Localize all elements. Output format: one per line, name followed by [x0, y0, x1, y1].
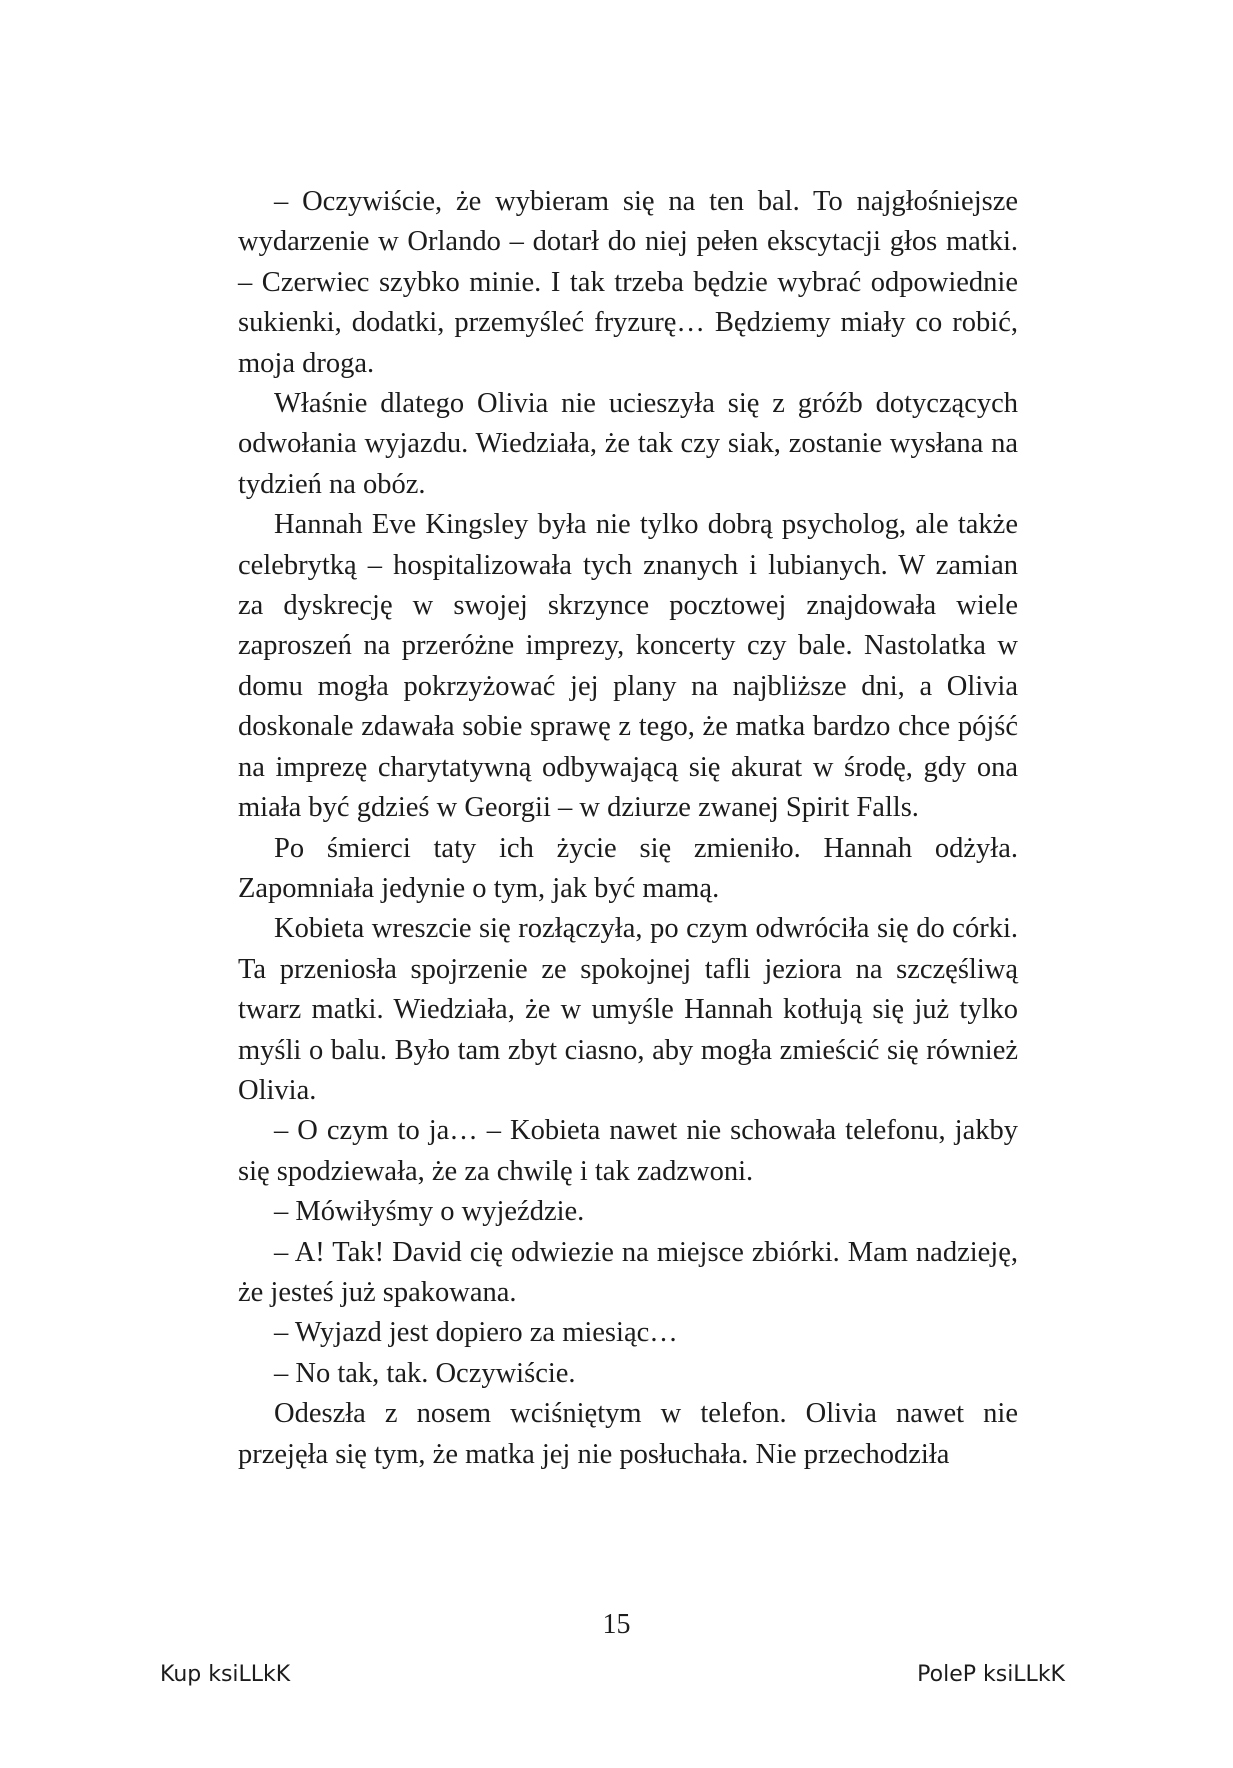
book-page-text [238, 182, 1018, 1475]
paragraph-1: – Oczywiście, że wybieram się na ten bal. To najgłośniejsze wydarzenie w Orlando – dotarł do niej pełen ekscytacji głos matki. – Czerwiec szybko minie. I tak trzeba będzie wybrać odpowiednie sukienki, dodatki, przemyśleć fryzurę… Będziemy miały co robić, moja droga. [238, 186, 1018, 379]
recommend-book-link[interactable]: PoleP ksiLLkK [917, 1662, 1065, 1687]
paragraph-11: Odeszła z nosem wciśniętym w telefon. Olivia nawet nie przejęła się tym, że matka jej nie posłuchała. Nie przechodziła [238, 1398, 1018, 1470]
buy-book-link[interactable]: Kup ksiLLkK [160, 1662, 291, 1687]
paragraph-2: Właśnie dlatego Olivia nie ucieszyła się z gróźb dotyczących odwołania wyjazdu. Wiedziała, że tak czy siak, zostanie wysłana na tydzień na obóz. [238, 388, 1018, 500]
paragraph-5: Kobieta wreszcie się rozłączyła, po czym odwróciła się do córki. Ta przeniosła spojrzenie ze spokojnej tafli jeziora na szczęśliwą twarz matki. Wiedziała, że w umyśle Hannah kotłują się już tylko myśli o balu. Było tam zbyt ciasno, aby mogła zmieścić się również Olivia. [238, 913, 1018, 1106]
paragraph-9: – Wyjazd jest dopiero za miesiąc… [274, 1317, 678, 1349]
paragraph-6: – O czym to ja… – Kobieta nawet nie schowała telefonu, jakby się spodziewała, że za chwilę i tak zadzwoni. [238, 1115, 1018, 1187]
paragraph-7: – Mówiłyśmy o wyjeździe. [274, 1196, 585, 1228]
paragraph-4: Po śmierci taty ich życie się zmieniło. Hannah odżyła. Zapomniała jedynie o tym, jak być mamą. [238, 832, 1018, 904]
paragraph-10: – No tak, tak. Oczywiście. [274, 1357, 576, 1389]
paragraph-3: Hannah Eve Kingsley była nie tylko dobrą psycholog, ale także celebrytką – hospitalizowała tych znanych i lubianych. W zamian za dyskrecję w swojej skrzynce pocztowej znajdowała wiele zaproszeń na przeróżne imprezy, koncerty czy bale. Nastolatka w domu mogła pokrzyżować jej plany na najbliższe dni, a Olivia doskonale zdawała sobie sprawę z tego, że matka bardzo chce pójść na imprezę charytatywną odbywającą się akurat w środę, gdy ona miała być gdzieś w Georgii – w dziurze zwanej Spirit Falls. [238, 509, 1018, 824]
page-number: 15 [602, 1609, 631, 1640]
paragraph-8: – A! Tak! David cię odwiezie na miejsce zbiórki. Mam nadzieję, że jesteś już spakowana. [238, 1236, 1018, 1308]
